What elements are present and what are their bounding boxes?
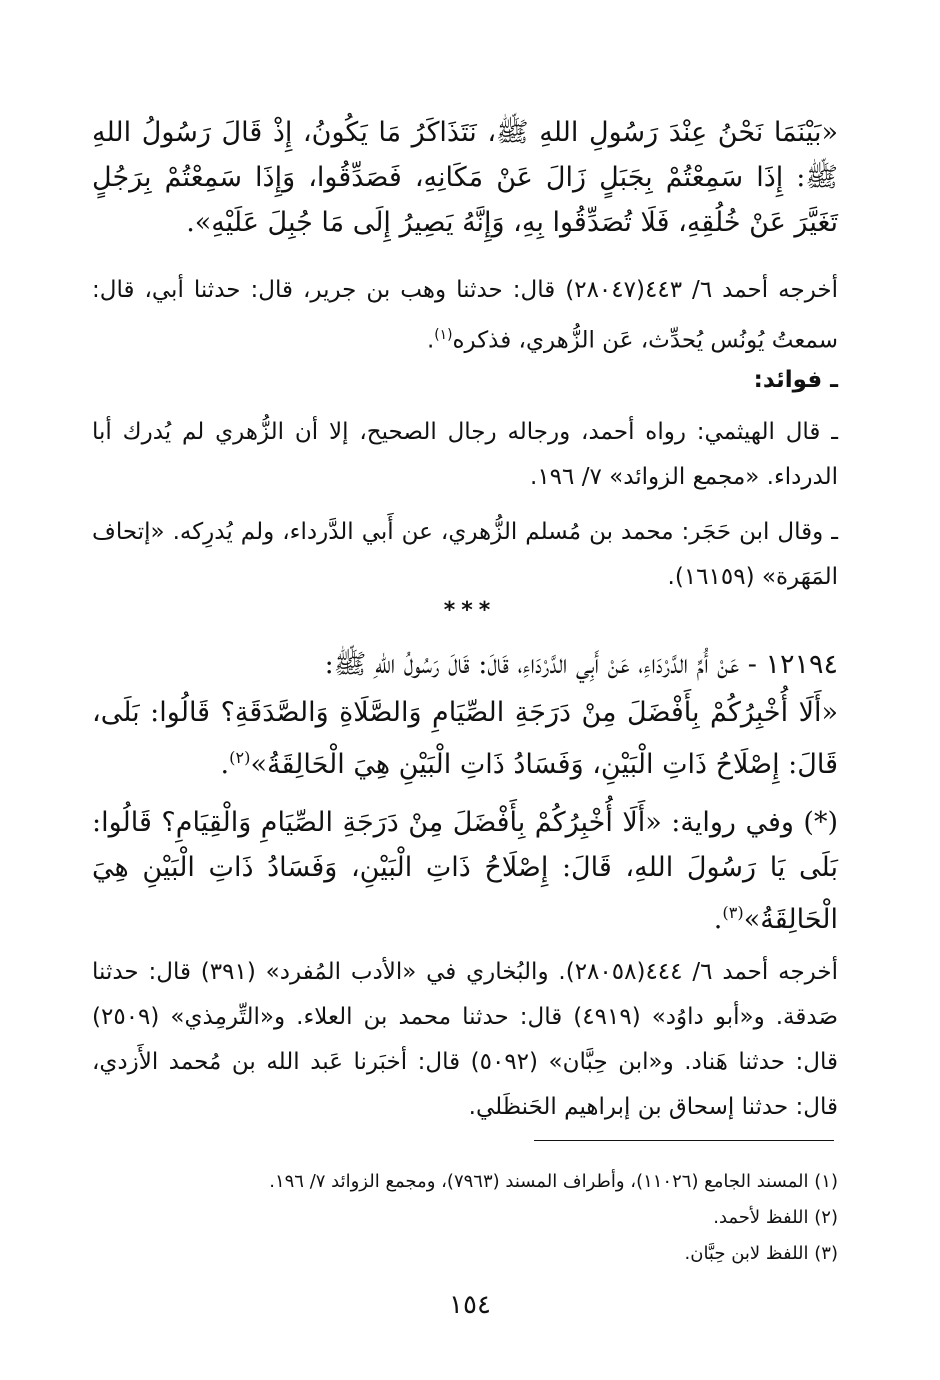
fawaid-item-2: ـ وقال ابن حَجَر: محمد بن مُسلم الزُّهري، عن أَبي الدَّرداء، ولم يُدرِكه. «إتحاف المَهَرة» (١٦١٥٩).: [92, 519, 838, 590]
footnote-ref-3: (٣): [722, 903, 744, 922]
footnote-1: (١) المسند الجامع (١١٠٢٦)، وأطراف المسند (٧٩٦٣)، ومجمع الزوائد ٧/ ١٩٦.: [269, 1171, 838, 1192]
takhrij-1: أخرجه أحمد ٦/ ٤٤٣(٢٨٠٤٧) قال: حدثنا وهب بن جرير، قال: حدثنا أبي، قال: سمعتُ يُونُس يُحدِّث، عَن الزُّهري، فذكره$^{(١)}$.: [92, 277, 839, 354]
footnote-ref-1: (١): [434, 327, 453, 343]
hadith-number-line: ١٢١٩٤ - عَنْ أُمِّ الدَّرْدَاءِ، عَنْ أَبِي الدَّرْدَاءِ، قَالَ: قَالَ رَسُولُ اللهِ ﷺ:: [324, 649, 838, 680]
riwaya-text: (*) وفي رواية: «أَلَا أُخْبِرُكُمْ بِأَفْضَلَ مِنْ دَرَجَةِ الصِّيَامِ وَالْقِيَامِ؟ قَالُوا: بَلَى يَا رَسُولَ اللهِ، قَالَ: إِصْلَاحُ ذَاتِ الْبَيْنِ، وَفَسَادُ ذَاتِ الْبَيْنِ هِيَ الْحَالِقَةُ»$^{(٣)}$.: [92, 807, 838, 935]
page-number: ١٥٤: [449, 1290, 491, 1320]
fawaid-heading: ـ فوائد:: [753, 367, 838, 393]
footnote-divider: [534, 1140, 834, 1141]
takhrij-1-text: أخرجه أحمد ٦/ ٤٤٣(٢٨٠٤٧) قال: حدثنا وهب بن جرير، قال: حدثنا أبي، قال: سمعتُ يُونُس يُحدِّث، عَن الزُّهري، فذكره: [92, 277, 839, 354]
footnote-ref-2: (٢): [229, 748, 251, 767]
takhrij-2: أخرجه أحمد ٦/ ٤٤٤(٢٨٠٥٨). والبُخاري في «الأدب المُفرد» (٣٩١) قال: حدثنا صَدقة. و«أبو داوُد» (٤٩١٩) قال: حدثنا محمد بن العلاء. و«التِّرمِذي» (٢٥٠٩) قال: حدثنا هَناد. و«ابن حِبَّان» (٥٠٩٢) قال: أخبَرنا عَبد الله بن مُحمد الأَزدي، قال: حدثنا إسحاق بن إبراهيم الحَنظَلي.: [92, 959, 838, 1120]
fawaid-item-1: ـ قال الهيثمي: رواه أحمد، ورجاله رجال الصحيح، إلا أن الزُّهري لم يُدرك أبا الدرداء. «مجمع الزوائد» ٧/ ١٩٦.: [92, 419, 838, 490]
hadith-text-2: «أَلَا أُخْبِرُكُمْ بِأَفْضَلَ مِنْ دَرَجَةِ الصِّيَامِ وَالصَّلَاةِ وَالصَّدَقَةِ؟ قَالُوا: بَلَى، قَالَ: إِصْلَاحُ ذَاتِ الْبَيْنِ، وَفَسَادُ ذَاتِ الْبَيْنِ هِيَ الْحَالِقَةُ»$^{(٢)}$.: [92, 697, 838, 780]
footnote-2: (٢) اللفظ لأحمد.: [713, 1207, 838, 1228]
hadith-text-2-body: «أَلَا أُخْبِرُكُمْ بِأَفْضَلَ مِنْ دَرَجَةِ الصِّيَامِ وَالصَّلَاةِ وَالصَّدَقَةِ؟ قَالُوا: بَلَى، قَالَ: إِصْلَاحُ ذَاتِ الْبَيْنِ، وَفَسَادُ ذَاتِ الْبَيْنِ هِيَ الْحَالِقَةُ»: [92, 697, 838, 780]
hadith-text-1: «بَيْنَمَا نَحْنُ عِنْدَ رَسُولِ اللهِ ﷺ، نَتَذَاكَرُ مَا يَكُونُ، إِذْ قَالَ رَسُولُ اللهِ ﷺ: إِذَا سَمِعْتُمْ بِجَبَلٍ زَالَ عَنْ مَكَانِهِ، فَصَدِّقُوا، وَإِذَا سَمِعْتُمْ بِرَجُلٍ تَغَيَّرَ عَنْ خُلُقِهِ، فَلَا تُصَدِّقُوا بِهِ، وَإِنَّهُ يَصِيرُ إِلَى مَا جُبِلَ عَلَيْهِ».: [92, 117, 838, 238]
section-separator: ***: [443, 598, 497, 623]
riwaya-text-body: (*) وفي رواية: «أَلَا أُخْبِرُكُمْ بِأَفْضَلَ مِنْ دَرَجَةِ الصِّيَامِ وَالْقِيَامِ؟ قَالُوا: بَلَى يَا رَسُولَ اللهِ، قَالَ: إِصْلَاحُ ذَاتِ الْبَيْنِ، وَفَسَادُ ذَاتِ الْبَيْنِ هِيَ الْحَالِقَةُ»: [92, 807, 838, 935]
footnote-3: (٣) اللفظ لابن حِبَّان.: [684, 1243, 838, 1264]
